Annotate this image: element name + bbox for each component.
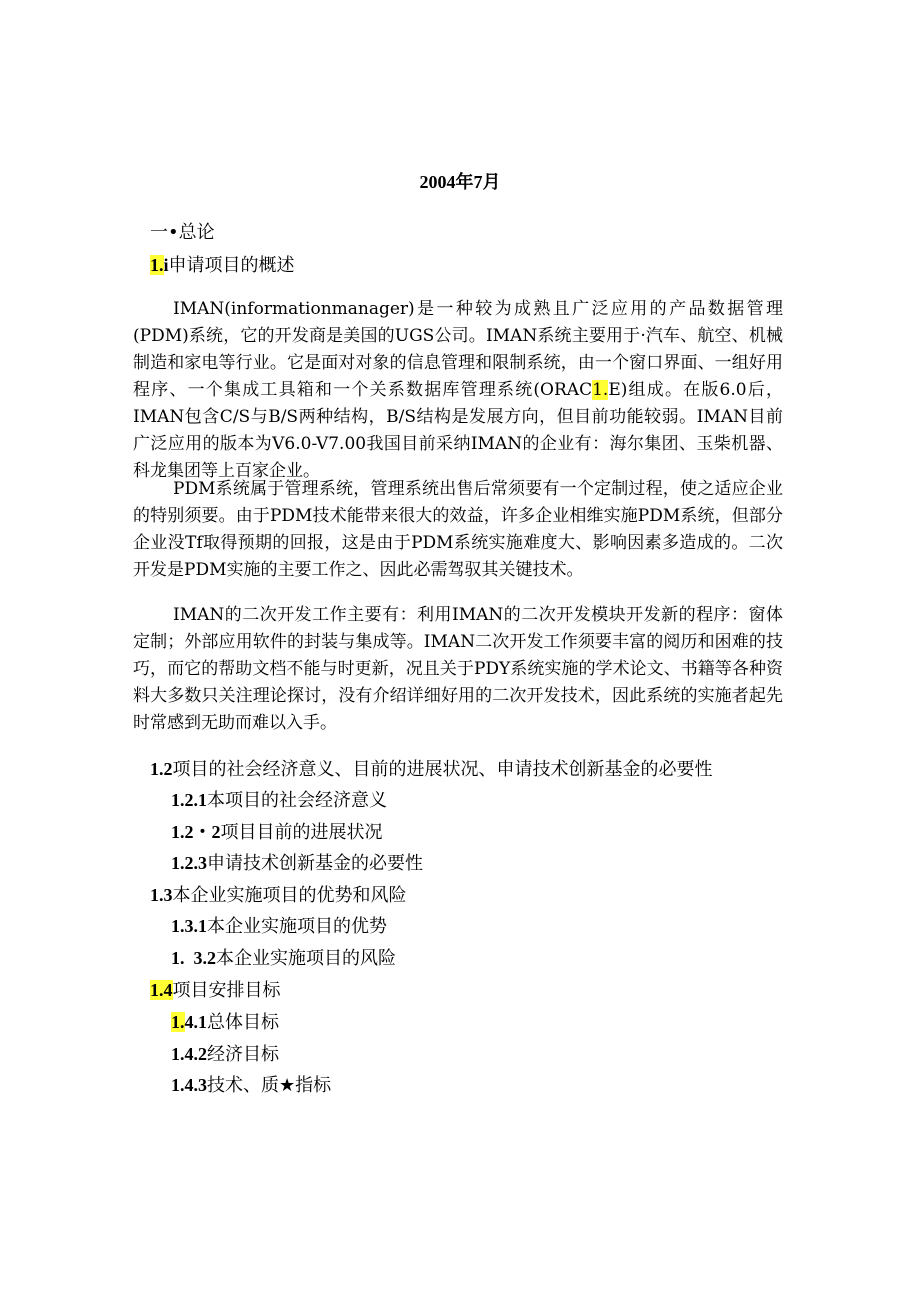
heading-1-2-2-label: 项目目前的进展状况	[220, 822, 383, 843]
heading-1-2-1-number: 1.2.1	[171, 790, 207, 810]
paragraph-1-text-a: IMAN(informationmanager)是一种较为成熟且广泛应用的产品数据管理(PDM)系统，它的开发商是美国的UGS公司。IMAN系统主要用于·汽车、航空、机械制造和家电等行业。它是面对对象的信息管理和限制系统，由一个窗口界面、一组好用程序、一个集成工具箱和一个关系数据库管理系统(ORAC	[133, 299, 783, 400]
heading-1-2-1	[171, 786, 387, 812]
section-1-heading: 一•总论	[150, 222, 215, 243]
heading-1-4-2-number: 1.4.2	[171, 1044, 207, 1064]
heading-1-2-3-label: 申请技术创新基金的必要性	[207, 853, 423, 874]
paragraph-1-text-b: E)组成。在版6.0后，IMAN包含C/S与B/S两种结构，B/S结构是发展方向，但目前功能较弱。IMAN目前广泛应用的版本为V6.0-V7.00我国目前采纳IMAN的企业有：海尔集团、玉柴机器、科龙集团等上百家企业。	[133, 380, 783, 481]
heading-1-4-number-highlight: 1.4	[150, 980, 173, 1000]
paragraph-iman-overview	[133, 296, 783, 485]
heading-1-3-2-label: 本企业实施项目的风险	[216, 948, 396, 969]
heading-1-4-3	[171, 1071, 331, 1097]
heading-1-4-3-label: 技术、质★指标	[207, 1075, 332, 1096]
heading-1-2-1-label: 本项目的社会经济意义	[207, 790, 387, 811]
heading-1-1	[150, 251, 295, 277]
heading-1-4-3-number: 1.4.3	[171, 1075, 207, 1095]
heading-1-3	[150, 881, 407, 907]
heading-1-2-label: 项目的社会经济意义、目前的进展状况、申请技术创新基金的必要性	[172, 759, 713, 780]
heading-1-3-1-number: 1.3.1	[171, 916, 207, 936]
heading-1-2-2	[171, 818, 383, 844]
paragraph-secondary-dev: IMAN的二次开发工作主要有：利用IMAN的二次开发模块开发新的程序：窗体定制；外部应用软件的封装与集成等。IMAN二次开发工作须要丰富的阅历和困难的技巧，而它的帮助文档不能与时更新，况且关于PDY系统实施的学术论文、书籍等各种资料大多数只关注理论探讨，没有介绍详细好用的二次开发技术，因此系统的实施者起先时常感到无助而难以入手。	[133, 605, 783, 733]
heading-1-2-2-number: 1.2・2	[171, 822, 221, 842]
heading-1-2-3	[171, 849, 423, 875]
heading-1-3-1-label: 本企业实施项目的优势	[207, 916, 387, 937]
heading-1-2-number: 1.2	[150, 759, 173, 779]
heading-1-2-3-number: 1.2.3	[171, 853, 207, 873]
heading-1-1-number-highlight: 1.	[150, 255, 164, 275]
paragraph-1-highlight: 1.	[592, 380, 609, 400]
heading-1-1-number-rest: i	[163, 255, 169, 275]
paragraph-pdm-system: PDM系统属于管理系统，管理系统出售后常须要有一个定制过程，使之适应企业的特别须要。由于PDM技术能带来很大的效益，许多企业相维实施PDM系统，但部分企业没Tf取得预期的回报，这是由于PDM系统实施难度大、影响因素多造成的。二次开发是PDM实施的主要工作之、因此必需驾驭其关键技术。	[133, 479, 783, 580]
document-date: 2004年7月	[419, 172, 501, 192]
heading-1-4-1-number-rest: 4.1	[184, 1012, 207, 1032]
heading-1-3-2-number: 1. 3.2	[171, 948, 216, 968]
heading-1-4-1-number-highlight: 1.	[171, 1012, 185, 1032]
heading-1-3-2	[171, 944, 396, 970]
heading-1-4	[150, 976, 281, 1002]
heading-1-4-2	[171, 1040, 279, 1066]
heading-1-3-label: 本企业实施项目的优势和风险	[172, 885, 407, 906]
heading-1-1-label: 申请项目的概述	[168, 255, 295, 276]
heading-1-4-2-label: 经济目标	[207, 1044, 279, 1065]
heading-1-2	[150, 755, 713, 781]
heading-1-4-1	[171, 1008, 279, 1034]
heading-1-4-1-label: 总体目标	[207, 1012, 279, 1033]
heading-1-3-1	[171, 912, 387, 938]
heading-1-3-number: 1.3	[150, 885, 173, 905]
heading-1-4-label: 项目安排目标	[172, 980, 281, 1001]
